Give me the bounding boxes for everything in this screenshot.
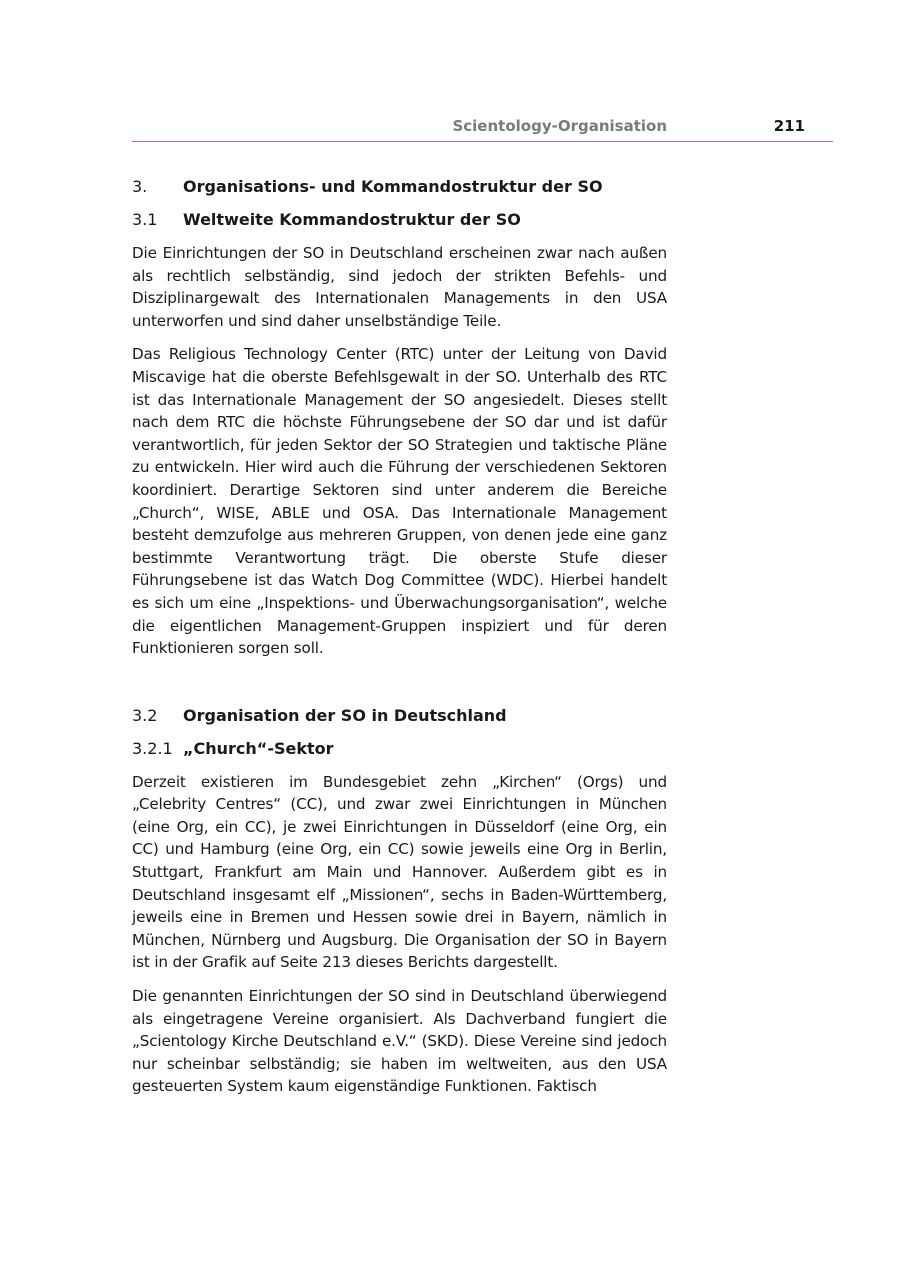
body-paragraph: Die genannten Einrichtungen der SO sind in Deutschland überwiegend als eingetragene Vereine organisiert. Als Dachverband fungiert die „Scientology Kirche Deutschland e.V.“ (SKD). Diese Vereine sind jedoch nur scheinbar selbständig; sie haben im weltweiten, aus den USA gesteuerten System kaum eigenständige Funktionen. Faktisch <box>132 987 667 1096</box>
section-title: Organisations- und Kommandostruktur der SO <box>183 177 603 196</box>
section-number: 3.2 <box>132 705 158 725</box>
section-title: „Church“-Sektor <box>183 738 334 758</box>
section-heading-3-1 <box>132 209 667 231</box>
body-paragraph: Derzeit existieren im Bundesgebiet zehn „Kirchen“ (Orgs) und „Celebrity Centres“ (CC), und zwar zwei Einrichtungen in München (eine Org, ein CC), je zwei Einrichtungen in Düsseldorf (eine Org, ein CC) und Hamburg (eine Org, ein CC) sowie jeweils eine Org in Berlin, Stuttgart, Frankfurt am Main und Hannover. Außerdem gibt es in Deutschland insgesamt elf „Missionen“, sechs in Baden-Württemberg, jeweils eine in Bremen und Hessen sowie drei in Bayern, nämlich in München, Nürnberg und Augsburg. Die Organisation der SO in Bayern ist in der Grafik auf Seite 213 dieses Berichts dargestellt. <box>132 772 667 972</box>
page-body <box>132 176 667 1109</box>
body-paragraph: Die Einrichtungen der SO in Deutschland erscheinen zwar nach außen als rechtlich selbständig, sind jedoch der strikten Befehls- und Disziplinargewalt des Internationalen Managements in den USA unterworfen und sind daher unselbständige Teile. <box>132 244 667 330</box>
section-number: 3. <box>132 177 148 196</box>
page-number: 211 <box>773 117 805 135</box>
section-heading-3-2 <box>132 705 667 727</box>
section-title: Organisation der SO in Deutschland <box>183 705 507 725</box>
page-header <box>132 117 833 142</box>
section-title: Weltweite Kommandostruktur der SO <box>183 210 521 229</box>
section-number: 3.2.1 <box>132 738 173 758</box>
section-heading-3-2-1 <box>132 738 667 760</box>
body-paragraph: Das Religious Technology Center (RTC) unter der Leitung von David Miscavige hat die oberste Befehlsgewalt in der SO. Unterhalb des RTC ist das Internationale Management der SO angesiedelt. Dieses stellt nach dem RTC die höchste Führungsebene der SO dar und ist dafür verantwortlich, für jeden Sektor der SO Strategien und taktische Pläne zu entwickeln. Hier wird auch die Führung der verschiedenen Sektoren koordiniert. Derartige Sektoren sind unter anderem die Bereiche „Church“, WISE, ABLE und OSA. Das Internationale Management besteht demzufolge aus mehreren Gruppen, von denen jede eine ganz bestimmte Verantwortung trägt. Die oberste Stufe dieser Führungsebene ist das Watch Dog Committee (WDC). Hierbei handelt es sich um eine „Inspektions- und Überwachungsorganisation“, welche die eigentlichen Management-Gruppen inspiziert und für deren Funktionieren sorgen soll. <box>132 345 667 658</box>
running-head: Scientology-Organisation <box>452 117 667 135</box>
section-number: 3.1 <box>132 210 158 229</box>
section-heading-3 <box>132 176 667 198</box>
